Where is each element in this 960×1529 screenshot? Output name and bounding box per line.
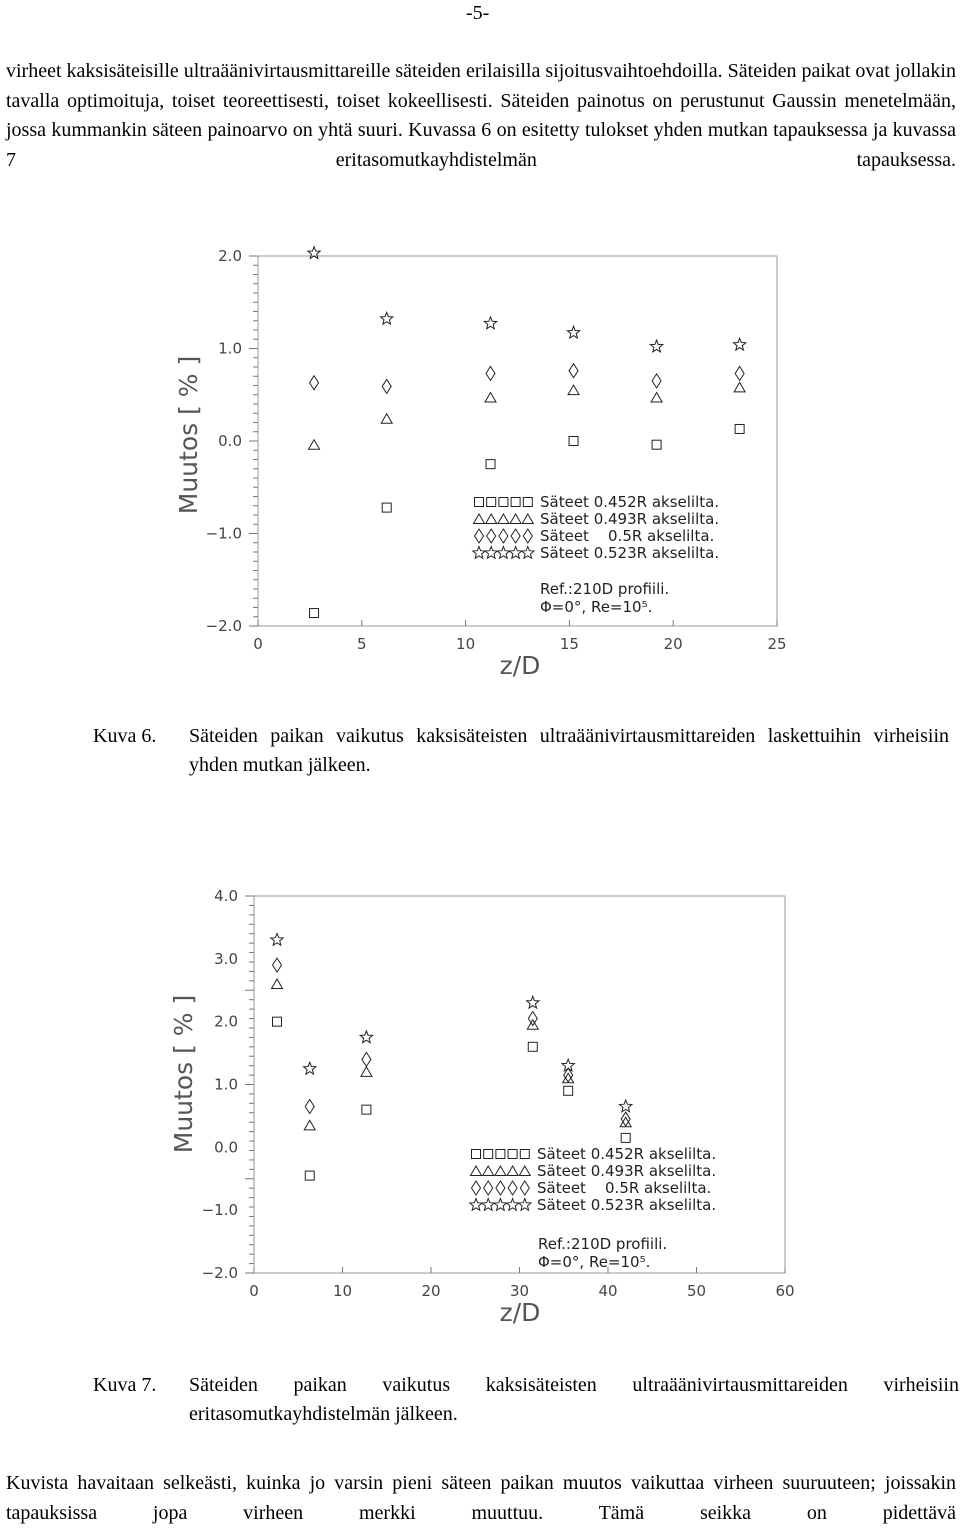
data-point-triangle	[651, 393, 662, 403]
figure-7-legend	[470, 1145, 716, 1214]
legend-marker-star	[482, 1199, 494, 1211]
legend-marker-triangle	[495, 1166, 506, 1176]
legend-marker-diamond	[523, 529, 532, 543]
data-point-star	[271, 934, 283, 946]
data-point-square	[652, 440, 661, 449]
legend-marker-diamond	[499, 529, 508, 543]
legend-marker-diamond	[520, 1181, 529, 1195]
x-tick-label: 50	[686, 1282, 707, 1300]
body-paragraph-1: virheet kaksisäteisille ultraäänivirtausmittareille säteiden erilaisilla sijoitusvaihtoehdoilla. Säteiden paikat ovat jollakin tavalla optimoituja, toiset teoreettisesti, toiset kokeellisesti. Säteiden painotus on perustunut Gaussin menetelmään, jossa kummankin säteen painoarvo on yhtä suuri. Kuvassa 6 on esitetty tulokset yhden mutkan tapauksessa ja kuvassa 7 eritasomutkayhdistelmän tapauksessa.	[6, 60, 956, 171]
data-point-square	[310, 609, 319, 618]
legend-marker-star	[506, 1199, 518, 1211]
y-tick-label: −1.0	[201, 1201, 238, 1220]
legend-entry-label: Säteet 0.523R akselilta.	[537, 1196, 717, 1214]
data-point-star	[562, 1059, 574, 1071]
legend-entry-label: Säteet 0.452R akselilta.	[537, 1145, 717, 1163]
data-point-star	[734, 338, 746, 350]
legend-marker-diamond	[496, 1181, 505, 1195]
figure-7-xlabel: z/D	[499, 1298, 541, 1327]
y-tick-label: 1.0	[218, 339, 242, 358]
data-point-diamond	[310, 376, 319, 390]
data-point-square	[735, 424, 744, 433]
x-tick-label: 20	[421, 1282, 441, 1300]
legend-marker-square	[484, 1150, 493, 1159]
figure-7-caption	[93, 1371, 959, 1431]
y-tick-label: 3.0	[214, 949, 238, 968]
figure-7-caption-text: Säteiden paikan vaikutus kaksisäteisten ultraäänivirtausmittareiden virheisiin eritasomutkayhdistelmän jälkeen.	[189, 1374, 959, 1425]
legend-marker-star	[473, 547, 485, 559]
figure-6-caption-number: Kuva 6.	[93, 725, 157, 747]
data-point-diamond	[273, 958, 282, 972]
data-point-star	[360, 1031, 372, 1043]
data-point-square	[564, 1086, 573, 1095]
x-tick-label: 25	[767, 635, 787, 653]
data-point-diamond	[382, 379, 391, 393]
data-point-square	[621, 1133, 630, 1142]
legend-entry-label: Säteet 0.493R akselilta.	[537, 1162, 717, 1180]
legend-marker-triangle	[507, 1166, 518, 1176]
figure-6-legend	[473, 493, 719, 562]
data-point-diamond	[486, 366, 495, 380]
legend-marker-triangle	[510, 514, 521, 524]
data-point-square	[486, 460, 495, 469]
legend-marker-triangle	[522, 514, 533, 524]
legend-entry-label: Säteet 0.5R akselilta.	[537, 1179, 712, 1197]
data-point-square	[362, 1105, 371, 1114]
figure-7-note-line-1: Ref.:210D profiili.	[538, 1235, 668, 1253]
data-point-triangle	[527, 1020, 538, 1030]
legend-marker-star	[509, 547, 521, 559]
data-point-triangle	[309, 440, 320, 450]
legend-marker-square	[475, 498, 484, 507]
data-point-diamond	[362, 1052, 371, 1066]
legend-marker-diamond	[511, 529, 520, 543]
data-point-star	[304, 1062, 316, 1074]
y-tick-label: 4.0	[214, 887, 238, 905]
legend-marker-square	[520, 1150, 529, 1159]
data-point-triangle	[485, 393, 496, 403]
legend-marker-triangle	[486, 514, 497, 524]
y-tick-label: −2.0	[201, 1264, 238, 1282]
legend-marker-square	[472, 1150, 481, 1159]
legend-marker-star	[522, 547, 534, 559]
data-point-diamond	[621, 1112, 630, 1126]
legend-marker-star	[494, 1199, 506, 1211]
legend-entry-label: Säteet 0.493R akselilta.	[540, 510, 720, 528]
legend-marker-star	[470, 1199, 482, 1211]
y-tick-label: 2.0	[218, 247, 242, 265]
figure-6-xlabel: z/D	[499, 651, 541, 680]
figure-7-ticks	[202, 887, 795, 1300]
figure-7-chart	[0, 876, 960, 1346]
y-tick-label: −1.0	[205, 524, 242, 543]
figure-7-plot-frame	[254, 896, 785, 1273]
legend-marker-star	[485, 547, 497, 559]
page-number: -5-	[466, 2, 490, 24]
data-point-star	[650, 340, 662, 352]
figure-7-caption-number: Kuva 7.	[93, 1374, 157, 1396]
y-tick-label: 0.0	[218, 432, 242, 450]
data-point-diamond	[569, 364, 578, 378]
data-point-square	[569, 437, 578, 446]
figure-6-note-line-2: Φ=0°, Re=10⁵.	[540, 598, 653, 616]
data-point-square	[528, 1042, 537, 1051]
figure-6-caption-text: Säteiden paikan vaikutus kaksisäteisten ultraäänivirtausmittareiden laskettuihin virheisiin yhden mutkan jälkeen.	[189, 725, 949, 776]
data-point-diamond	[528, 1012, 537, 1026]
data-point-square	[273, 1017, 282, 1026]
data-point-star	[620, 1100, 632, 1112]
y-tick-label: 0.0	[214, 1138, 238, 1157]
data-point-star	[308, 247, 320, 259]
y-tick-label: 2.0	[214, 1012, 238, 1031]
legend-marker-diamond	[472, 1181, 481, 1195]
data-point-star	[484, 317, 496, 329]
x-tick-label: 30	[509, 1282, 530, 1300]
legend-marker-triangle	[474, 514, 485, 524]
legend-entry-label: Säteet 0.452R akselilta.	[540, 493, 720, 511]
x-tick-label: 60	[775, 1282, 795, 1300]
legend-marker-diamond	[508, 1181, 517, 1195]
y-tick-label: 1.0	[214, 1075, 238, 1094]
x-tick-label: 15	[559, 635, 579, 653]
figure-6-ticks	[206, 247, 787, 653]
x-tick-label: 10	[332, 1282, 353, 1300]
data-point-square	[382, 503, 391, 512]
data-point-diamond	[735, 366, 744, 380]
legend-marker-triangle	[471, 1166, 482, 1176]
legend-marker-diamond	[487, 529, 496, 543]
legend-marker-square	[523, 498, 532, 507]
legend-marker-square	[511, 498, 520, 507]
legend-marker-triangle	[483, 1166, 494, 1176]
legend-marker-square	[487, 498, 496, 507]
figure-6-caption	[93, 722, 953, 782]
y-tick-label: −2.0	[205, 617, 242, 635]
figure-7-note-line-2: Φ=0°, Re=10⁵.	[538, 1253, 651, 1271]
legend-marker-triangle	[498, 514, 509, 524]
figure-6-ylabel: Muutos [ % ]	[174, 355, 203, 515]
legend-marker-star	[519, 1199, 531, 1211]
data-point-diamond	[652, 374, 661, 388]
data-point-triangle	[381, 414, 392, 424]
x-tick-label: 40	[598, 1282, 618, 1300]
x-tick-label: 0	[249, 1282, 259, 1300]
x-tick-label: 10	[456, 635, 476, 653]
data-point-triangle	[734, 382, 745, 392]
legend-marker-diamond	[475, 529, 484, 543]
data-point-triangle	[272, 979, 283, 989]
data-point-star	[567, 326, 579, 338]
figure-6-note-line-1: Ref.:210D profiili.	[540, 580, 670, 598]
legend-marker-diamond	[484, 1181, 493, 1195]
data-point-star	[527, 996, 539, 1008]
data-point-triangle	[361, 1067, 372, 1077]
data-point-square	[305, 1171, 314, 1180]
figure-7-ylabel: Muutos [ % ]	[169, 994, 198, 1154]
x-tick-label: 0	[253, 635, 263, 653]
x-tick-label: 5	[357, 635, 367, 653]
legend-marker-triangle	[519, 1166, 530, 1176]
legend-marker-square	[496, 1150, 505, 1159]
data-point-star	[381, 312, 393, 324]
data-point-triangle	[568, 385, 579, 395]
legend-marker-star	[497, 547, 509, 559]
x-tick-label: 20	[663, 635, 683, 653]
data-point-triangle	[304, 1120, 315, 1130]
data-point-diamond	[305, 1099, 314, 1113]
figure-7-markers	[271, 934, 632, 1181]
figure-6-plot-frame	[258, 256, 777, 626]
body-paragraph-2: Kuvista havaitaan selkeästi, kuinka jo varsin pieni säteen paikan muutos vaikuttaa virheen suuruuteen; joissakin tapauksissa jopa virheen merkki muuttuu. Tämä seikka on pidettävä	[6, 1472, 956, 1524]
figure-6-chart	[0, 232, 960, 692]
legend-marker-square	[499, 498, 508, 507]
legend-marker-square	[508, 1150, 517, 1159]
legend-entry-label: Säteet 0.523R akselilta.	[540, 544, 720, 562]
legend-entry-label: Säteet 0.5R akselilta.	[540, 527, 715, 545]
